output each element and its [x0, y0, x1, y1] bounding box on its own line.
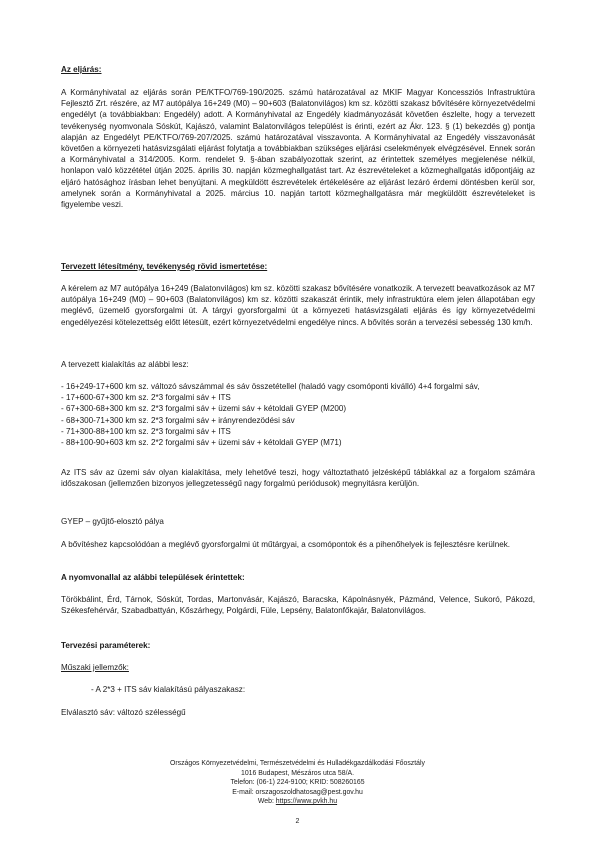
footer-department: Országos Környezetvédelmi, Természetvédelmi és Hulladékgazdálkodási Főosztály — [170, 760, 425, 767]
extension-paragraph: A bővítéshez kapcsolódóan a meglévő gyorsforgalmi út műtárgyai, a csomópontok és a pihenőhelyek is fejlesztésre kerülnek. — [61, 540, 510, 549]
footer-phone: Telefon: (06-1) 224-9100; KRID: 508260165 — [230, 779, 365, 787]
separator-line: Elválasztó sáv: változó szélességű — [61, 708, 186, 717]
layout-list-item: - 88+100-90+603 km sz. 2*2 forgalmi sáv + üzemi sáv + kétoldali GYEP (M71) — [61, 438, 342, 448]
parameters-heading: Tervezési paraméterek: — [61, 641, 151, 650]
procedure-paragraph: A Kormányhivatal az eljárás során PE/KTFO/769-190/2025. számú határozatával az MKIF Magyar Koncessziós Infrastruktúra Fejlesztő Zrt. részére, az M7 autópálya 16+249 (M0) – 90+603 (Balatonvilágos) km sz. közötti szakasz bővítésére környezetvédelmi engedélyt (a továbbiakban: Engedély) adott. A Kormányhivatal az Engedély kiadmányozását követően észlelte, hogy a tervezett tevékenység nyomvonala Sóskút, Kajászó, valamint Balatonvilágos települést is érinti, ezért az Ákr. 123. § (1) bekezdés g) pontja alapján az Engedélyt PE/KTFO/769-207/2025. számú határozatával visszavonta. A Kormányhivatal az Engedély visszavonását követően a környezeti hatásvizsgálati eljárást folytatja a továbbiakban szükséges eljárási cselekmények elvégzésével. Ennek során a Kormányhivatal a 314/2005. Korm. rendelet 9. §-ában szabályozottak szerint, az érintettek személyes megjelenése nélkül, honlapon való közzététel útján 2025. április 30. napján közmeghallgatást tart. Az észrevételeket a közmeghallgatás időpontjáig az eljáró hatósághoz írásban lehet benyújtani. A megküldött észrevételek értékelésére az eljárást lezáró érdemi döntésben kerül sor, amelynek során a Kormányhivatal a 2025. március 10. napján tartott közmeghallgatásra már megküldött észrevételeket is figyelembe veszi. — [61, 88, 535, 210]
footer-web — [0, 797, 595, 807]
its-paragraph: Az ITS sáv az üzemi sáv olyan kialakítása, mely lehetővé teszi, hogy változtatható jelzésképű táblákkal az a forgalom számára időszakosan (jellemzően bizonyos jellegzetességű nagy forgalmú periódusok) megnyitásra kerüljön. — [61, 468, 535, 489]
footer-address: 1016 Budapest, Mészáros utca 58/A. — [241, 769, 354, 777]
gyep-definition: GYEP – gyűjtő-elosztó pálya — [61, 517, 164, 526]
layout-list-item: - 16+249-17+600 km sz. változó sávszámmal és sáv összetétellel (haladó vagy csomóponti kiválló) 4+4 forgalmi sáv, — [61, 382, 480, 391]
technical-features-label: Műszaki jellemzők: — [61, 663, 129, 672]
footer-web-link[interactable]: https://www.pvkh.hu — [275, 798, 338, 806]
page-footer — [0, 759, 595, 807]
footer-email: E-mail: orszagoszoldhatosag@pest.gov.hu — [232, 788, 363, 796]
settlements-heading: A nyomvonallal az alábbi települések érintettek: — [61, 573, 245, 582]
footer-web-label: Web: — [257, 798, 274, 806]
procedure-heading: Az eljárás: — [61, 65, 102, 74]
parameter-bullet: - A 2*3 + ITS sáv kialakítású pályaszakasz: — [91, 685, 246, 694]
layout-list-item: - 17+600-67+300 km sz. 2*3 forgalmi sáv + ITS — [61, 393, 231, 403]
layout-list-item: - 68+300-71+300 km sz. 2*3 forgalmi sáv + irányrendezödési sáv — [61, 415, 295, 425]
facility-paragraph: A kérelem az M7 autópálya 16+249 (Balatonvilágos) km sz. közötti szakasz bővítésére vonatkozik. A tervezett beavatkozások az M7 autópálya 16+249 (M0) – 90+603 (Balatonvilágos) km sz. közötti szakaszát érintik, mely infrastruktúra elem jelen állapotában egy meglévő, üzemelő gyorsforgalmi út. A tárgyi gyorsforgalmi út a környezeti hatásvizsgálati eljárás és így környezetvédelmi engedélyezési kötelezettség előtt létesült, ezért környezetvédelmi engedélye nincs. A bővítés során a tervezési sebesség 130 km/h. — [61, 284, 535, 327]
facility-heading: Tervezett létesítmény, tevékenység rövid ismertetése: — [61, 262, 268, 271]
settlements-list: Törökbálint, Érd, Tárnok, Sóskút, Tordas, Martonvásár, Kajászó, Baracska, Kápolnásnyék, Pázmánd, Velence, Sukoró, Pákozd, Székesfehérvár, Szabadbattyán, Kőszárhegy, Polgárdi, Füle, Lepsény, Balatonfőkajár, Balatonvilágos. — [61, 595, 535, 616]
layout-intro: A tervezett kialakítás az alábbi lesz: — [61, 360, 189, 369]
layout-list — [61, 381, 535, 448]
page-number: 2 — [295, 818, 300, 825]
layout-list-item: - 71+300-88+100 km sz. 2*3 forgalmi sáv + ITS — [61, 426, 231, 436]
layout-list-item: - 67+300-68+300 km sz. 2*3 forgalmi sáv + üzemi sáv + kétoldali GYEP (M200) — [61, 404, 347, 414]
